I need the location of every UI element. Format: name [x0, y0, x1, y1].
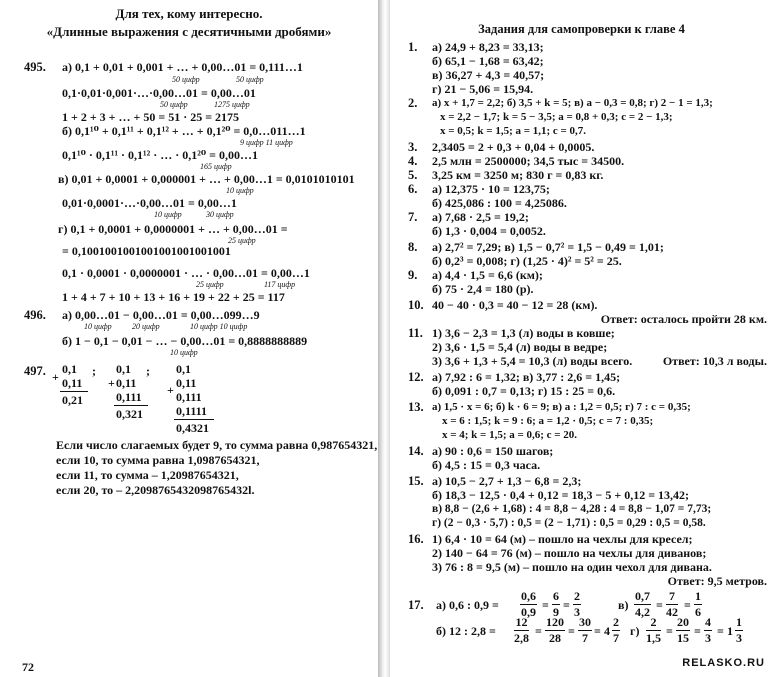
t13-line1: а) 1,5 · x = 6; б) k · 6 = 9; в) a : 1,2 = 0,5; г) 7 : c = 0,35; [432, 401, 691, 413]
t16-answer: Ответ: 9,5 метров. [667, 574, 767, 588]
note-10-digits-4: 10 цифр [170, 348, 198, 357]
plus-sign-c: + [167, 383, 174, 397]
left-page [0, 0, 378, 677]
t17-b-label: б) 12 : 2,8 = [436, 624, 496, 638]
task-14-number: 14. [408, 444, 424, 458]
note-10-10-digits: 10 цифр 10 цифр [190, 322, 248, 331]
frac-den: 3 [705, 631, 711, 645]
t1-v: в) 36,27 + 4,3 = 40,57; [432, 68, 545, 82]
frac-den: 2,8 [514, 631, 529, 645]
t9-b: б) 75 · 2,4 = 180 (р). [432, 282, 534, 296]
eq-sign: = [694, 624, 701, 638]
task-2-number: 2. [408, 96, 418, 110]
add-b-3: 0,111 [116, 390, 142, 404]
t4: 2,5 млн = 2500000; 34,5 тыс = 34500. [432, 154, 625, 168]
t17-b-frac3 [578, 615, 592, 646]
task-8-number: 8. [408, 240, 418, 254]
t16-3: 3) 76 : 8 = 9,5 (м) – пошло на один чехол для дивана. [432, 560, 712, 574]
tail-line-3: если 11, то сумма – 1,20987654321, [56, 468, 239, 482]
separator-2: ; [146, 364, 150, 378]
t17-a-label: а) 0,6 : 0,9 = [436, 598, 499, 612]
eq-sign: = [542, 598, 549, 612]
task-1-number: 1. [408, 40, 418, 54]
task-9-number: 9. [408, 268, 418, 282]
add-b-result: 0,321 [116, 407, 143, 421]
note-117-digits: 117 цифр [264, 280, 296, 289]
tail-line-1: Если число слагаемых будет 9, то сумма равна 0,987654321, [56, 438, 378, 452]
frac-num: 1 [695, 589, 701, 603]
line-495a-2: 0,1·0,01·0,001·…·0,00…01 = 0,00…01 [62, 86, 256, 100]
t13-line3: x = 4; k = 1,5; a = 0,6; c = 20. [442, 429, 578, 441]
right-page [390, 0, 773, 677]
frac-num: 2 [574, 589, 580, 603]
note-9-11-digits: 9 цифр 11 цифр [240, 138, 293, 147]
frac-den: 9 [553, 605, 559, 619]
note-20-digits: 20 цифр [132, 322, 160, 331]
t8-line1: а) 2,7² = 7,29; в) 1,5 − 0,7² = 1,5 − 0,49 = 1,01; [432, 240, 664, 254]
add-a-2: 0,11 [62, 376, 83, 390]
t9-a: а) 4,4 · 1,5 = 6,6 (км); [432, 268, 543, 282]
eq-sign: = [535, 624, 542, 638]
frac-den: 7 [613, 631, 619, 645]
line-496a: а) 0,00…01 − 0,00…01 = 0,00…099…9 [62, 308, 260, 322]
line-495g-1: г) 0,1 + 0,0001 + 0,0000001 + … + 0,00…01 = [58, 222, 288, 236]
t12-line2: б) 0,091 : 0,7 = 0,13; г) 15 : 25 = 0,6. [432, 384, 616, 398]
t15-v: в) 8,8 − (2,6 + 1,68) : 4 = 8,8 − 4,28 : 4 = 8,8 − 1,07 = 7,73; [432, 503, 712, 515]
line-495a-3: 1 + 2 + 3 + … + 50 = 51 · 25 = 2175 [62, 110, 240, 124]
t15-a: а) 10,5 − 2,7 + 1,3 − 6,8 = 2,3; [432, 474, 582, 488]
add-c-2: 0,11 [176, 376, 197, 390]
frac-den: 1,5 [646, 631, 661, 645]
note-10-digits: 10 цифр [226, 186, 254, 195]
task-15-number: 15. [408, 474, 424, 488]
t17-b-mixed-frac [612, 615, 620, 646]
t11-answer: Ответ: 10,3 л воды. [662, 354, 767, 368]
frac-num: 1 [736, 615, 742, 629]
t6-a: а) 12,375 · 10 = 123,75; [432, 182, 550, 196]
t15-g: г) (2 − 0,3 · 5,7) : 0,5 = (2 − 1,71) : 0,5 = 0,29 : 0,5 = 0,58. [432, 517, 706, 529]
t10-answer: Ответ: осталось пройти 28 км. [600, 312, 767, 326]
task-5-number: 5. [408, 168, 418, 182]
t16-1: 1) 6,4 · 10 = 64 (м) – пошло на чехлы для кресел; [432, 532, 693, 546]
sum-line-b [114, 405, 148, 406]
t16-2: 2) 140 − 64 = 76 (м) – пошло на чехлы для диванов; [432, 546, 707, 560]
t7-b: б) 1,3 · 0,004 = 0,0052. [432, 224, 546, 238]
eq-sign: = [717, 624, 724, 638]
t5: 3,25 км = 3250 м; 830 г = 0,83 кг. [432, 168, 604, 182]
site-watermark: RELASKO.RU [682, 657, 765, 669]
t17-v-label: в) [618, 598, 629, 612]
t11-2: 2) 3,6 · 1,5 = 5,4 (л) воды в ведре; [432, 340, 608, 354]
task-6-number: 6. [408, 182, 418, 196]
frac-num: 12 [515, 615, 528, 629]
left-title-2: «Длинные выражения с десятичными дробями» [46, 24, 332, 39]
line-495v-1: в) 0,01 + 0,0001 + 0,000001 + … + 0,00…1 = 0,0101010101 [58, 172, 355, 186]
t13-line2: x = 6 : 1,5; k = 9 : 6; a = 1,2 · 0,5; c = 7 : 0,35; [442, 415, 654, 427]
frac-num: 6 [553, 589, 559, 603]
task-17-number: 17. [408, 598, 424, 612]
add-c-1: 0,1 [176, 362, 191, 376]
t11-1: 1) 3,6 − 2,3 = 1,3 (л) воды в ковше; [432, 326, 615, 340]
t17-b-frac2 [545, 615, 565, 646]
t1-b: б) 65,1 − 1,68 = 63,42; [432, 54, 544, 68]
frac-num: 30 [579, 615, 591, 629]
page-number: 72 [22, 660, 34, 674]
t1-g: г) 21 − 5,06 = 15,94. [432, 82, 534, 96]
t11-3: 3) 3,6 + 1,3 + 5,4 = 10,3 (л) воды всего. [432, 354, 633, 368]
note-25-digits-2: 25 цифр [196, 280, 224, 289]
frac-den: 7 [582, 631, 588, 645]
add-a-1: 0,1 [62, 362, 77, 376]
t14-a: а) 90 : 0,6 = 150 шагов; [432, 444, 554, 458]
eq-sign: = [656, 598, 663, 612]
frac-den: 15 [677, 631, 689, 645]
frac-den: 6 [695, 605, 701, 619]
left-title-1: Для тех, кому интересно. [115, 6, 263, 21]
line-496b: б) 1 − 0,1 − 0,01 − … − 0,00…01 = 0,8888888889 [62, 334, 308, 348]
t17-b-frac1 [514, 615, 529, 646]
frac-num: 2 [646, 615, 661, 631]
t3: 2,3405 = 2 + 0,3 + 0,04 + 0,0005. [432, 140, 595, 154]
eq-sign: = [594, 624, 601, 638]
line-495b-1: б) 0,1¹⁰ + 0,1¹¹ + 0,1¹² + … + 0,1²⁰ = 0,0…011…1 [62, 124, 306, 138]
t2-line3: x = 0,5; k = 1,5; a = 1,1; c = 0,7. [440, 125, 587, 137]
separator-1: ; [92, 364, 96, 378]
frac-num: 120 [546, 615, 564, 629]
task-495-number: 495. [24, 60, 46, 74]
frac-den: 3 [574, 605, 580, 619]
tail-line-2: если 10, то сумма равна 1,0987654321, [56, 453, 260, 467]
right-title: Задания для самопроверки к главе 4 [478, 22, 685, 36]
t2-line1: а) x + 1,7 = 2,2; б) 3,5 + k = 5; в) a − 0,3 = 0,8; г) 2 − 1 = 1,3; [432, 97, 713, 109]
t2-line2: x = 2,2 − 1,7; k = 5 − 3,5; a = 0,8 + 0,3; c = 2 − 1,3; [440, 111, 673, 123]
line-495b-2: 0,1¹⁰ · 0,1¹¹ · 0,1¹² · … · 0,1²⁰ = 0,00…1 [62, 148, 258, 162]
note-50-digits: 50 цифр [172, 75, 200, 84]
eq-sign: = [666, 624, 673, 638]
task-496-number: 496. [24, 308, 46, 322]
frac-num: 2 [613, 615, 619, 629]
task-497-number: 497. [24, 364, 46, 378]
t6-b: б) 425,086 : 100 = 4,25086. [432, 196, 567, 210]
t17-v-frac3 [694, 589, 702, 620]
note-165-digits: 165 цифр [200, 162, 232, 171]
t17-b-whole: 4 [604, 624, 610, 638]
t10: 40 − 40 · 0,3 = 40 − 12 = 28 (км). [432, 298, 598, 312]
frac-num: 0,6 [521, 589, 536, 603]
add-b-2: 0,11 [116, 376, 137, 390]
note-50-digits-2: 50 цифр [236, 75, 264, 84]
frac-den: 0,9 [521, 605, 536, 619]
task-11-number: 11. [408, 326, 423, 340]
note-30-digits: 30 цифр [206, 210, 234, 219]
task-4-number: 4. [408, 154, 418, 168]
t17-g-frac3 [704, 615, 712, 646]
note-1275-digits: 1275 цифр [214, 100, 250, 109]
t12-line1: а) 7,92 : 6 = 1,32; в) 3,77 : 2,6 = 1,45; [432, 370, 621, 384]
task-10-number: 10. [408, 298, 424, 312]
frac-num: 0,7 [635, 589, 650, 603]
t7-a: а) 7,68 · 2,5 = 19,2; [432, 210, 529, 224]
t14-b: б) 4,5 : 15 = 0,3 часа. [432, 458, 541, 472]
t17-g-frac1 [646, 615, 661, 646]
task-13-number: 13. [408, 400, 424, 414]
book-gutter [378, 0, 390, 677]
t17-g-whole: 1 [727, 624, 733, 638]
add-c-3: 0,111 [176, 390, 202, 404]
frac-den: 4,2 [635, 605, 650, 619]
line-495v-2: 0,01·0,0001·…·0,00…01 = 0,00…1 [62, 196, 237, 210]
frac-num: 7 [666, 589, 678, 605]
line-495g-4: 1 + 4 + 7 + 10 + 13 + 16 + 19 + 22 + 25 = 117 [62, 290, 285, 304]
note-10-digits-3: 10 цифр [84, 322, 112, 331]
frac-den: 3 [736, 631, 742, 645]
add-c-4: 0,1111 [176, 404, 208, 418]
frac-den: 42 [666, 605, 678, 619]
eq-sign: = [563, 598, 570, 612]
eq-sign: = [568, 624, 575, 638]
sum-line-c [174, 419, 214, 420]
task-3-number: 3. [408, 140, 418, 154]
t17-g-mixed-frac [735, 615, 743, 646]
line-495a-1: а) 0,1 + 0,01 + 0,001 + … + 0,00…01 = 0,111…1 [62, 60, 303, 74]
note-25-digits: 25 цифр [228, 236, 256, 245]
frac-num: 4 [705, 615, 711, 629]
line-495g-2: = 0,1001001001001001001001001 [62, 244, 231, 258]
t8-line2: б) 0,2³ = 0,008; г) (1,25 · 4)² = 5² = 25. [432, 254, 622, 268]
t17-g-label: г) [630, 624, 640, 638]
line-495g-3: 0,1 · 0,0001 · 0,0000001 · … · 0,00…01 = 0,00…1 [62, 266, 310, 280]
task-12-number: 12. [408, 370, 424, 384]
t17-g-frac2 [676, 615, 690, 646]
frac-den: 28 [549, 631, 561, 645]
add-b-1: 0,1 [116, 362, 131, 376]
plus-sign-a: + [52, 370, 59, 384]
tail-line-4: если 20, то – 2,2098765432098765432l. [56, 483, 255, 497]
task-16-number: 16. [408, 532, 424, 546]
eq-sign: = [684, 598, 691, 612]
plus-sign-b: + [108, 376, 115, 390]
note-10-digits-2: 10 цифр [154, 210, 182, 219]
add-a-result: 0,21 [62, 393, 83, 407]
add-c-result: 0,4321 [176, 421, 209, 435]
sum-line-a [60, 391, 88, 392]
t1-a: а) 24,9 + 8,23 = 33,13; [432, 40, 544, 54]
task-7-number: 7. [408, 210, 418, 224]
note-50-digits-3: 50 цифр [160, 100, 188, 109]
t15-b: б) 18,3 − 12,5 · 0,4 + 0,12 = 18,3 − 5 + 0,12 = 13,42; [432, 488, 690, 502]
frac-num: 20 [677, 615, 689, 629]
